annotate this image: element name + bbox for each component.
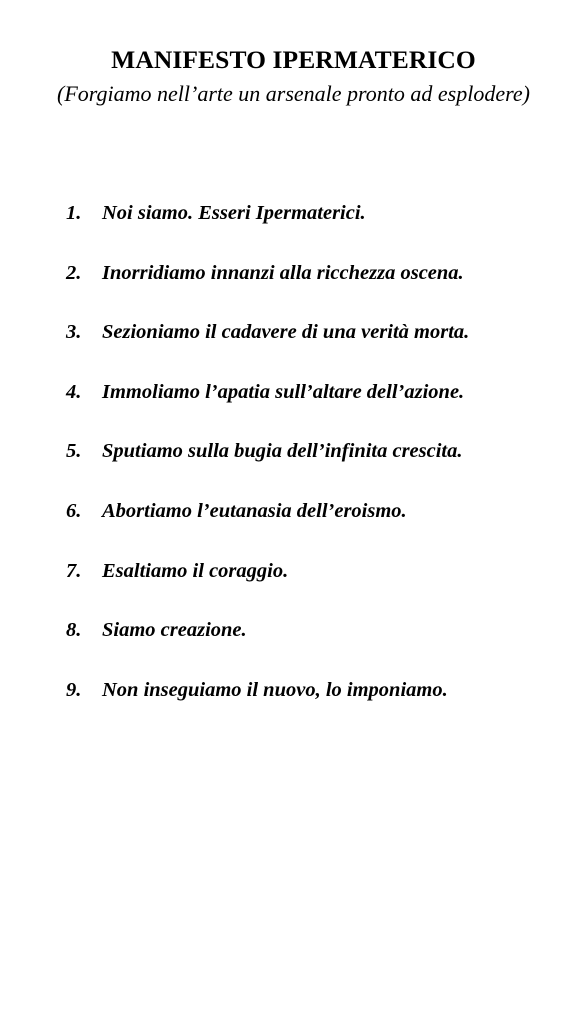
manifesto-list bbox=[0, 198, 587, 734]
item-text: Sputiamo sulla bugia dell’infinita crescita. bbox=[102, 440, 463, 463]
item-text: Noi siamo. Esseri Ipermaterici. bbox=[102, 202, 366, 224]
item-text: Abortiamo l’eutanasia dell’eroismo. bbox=[102, 499, 407, 522]
item-number: 8. bbox=[66, 619, 82, 642]
list-item bbox=[0, 377, 587, 437]
list-item bbox=[0, 258, 587, 318]
page-subtitle: (Forgiamo nell’arte un arsenale pronto ad esplodere) bbox=[57, 81, 530, 106]
list-item bbox=[0, 496, 587, 556]
item-number: 4. bbox=[66, 380, 82, 403]
list-item bbox=[0, 198, 587, 258]
item-number: 1. bbox=[66, 202, 82, 224]
list-item bbox=[0, 675, 587, 735]
item-number: 7. bbox=[66, 559, 82, 582]
item-number: 2. bbox=[66, 261, 82, 284]
item-text: Siamo creazione. bbox=[102, 619, 247, 642]
item-text: Immoliamo l’apatia sull’altare dell’azione. bbox=[102, 380, 465, 403]
item-text: Esaltiamo il coraggio. bbox=[102, 559, 289, 582]
list-item bbox=[0, 317, 587, 377]
page-title: MANIFESTO IPERMATERICO bbox=[111, 45, 476, 74]
item-text: Inorridiamo innanzi alla ricchezza oscena. bbox=[102, 261, 464, 284]
item-number: 3. bbox=[66, 321, 82, 344]
item-number: 9. bbox=[66, 678, 82, 701]
list-item bbox=[0, 556, 587, 616]
item-text: Sezioniamo il cadavere di una verità morta. bbox=[102, 321, 470, 344]
list-item bbox=[0, 615, 587, 675]
item-number: 5. bbox=[66, 440, 82, 463]
item-text: Non inseguiamo il nuovo, lo imponiamo. bbox=[102, 678, 448, 701]
item-number: 6. bbox=[66, 499, 82, 522]
list-item bbox=[0, 436, 587, 496]
